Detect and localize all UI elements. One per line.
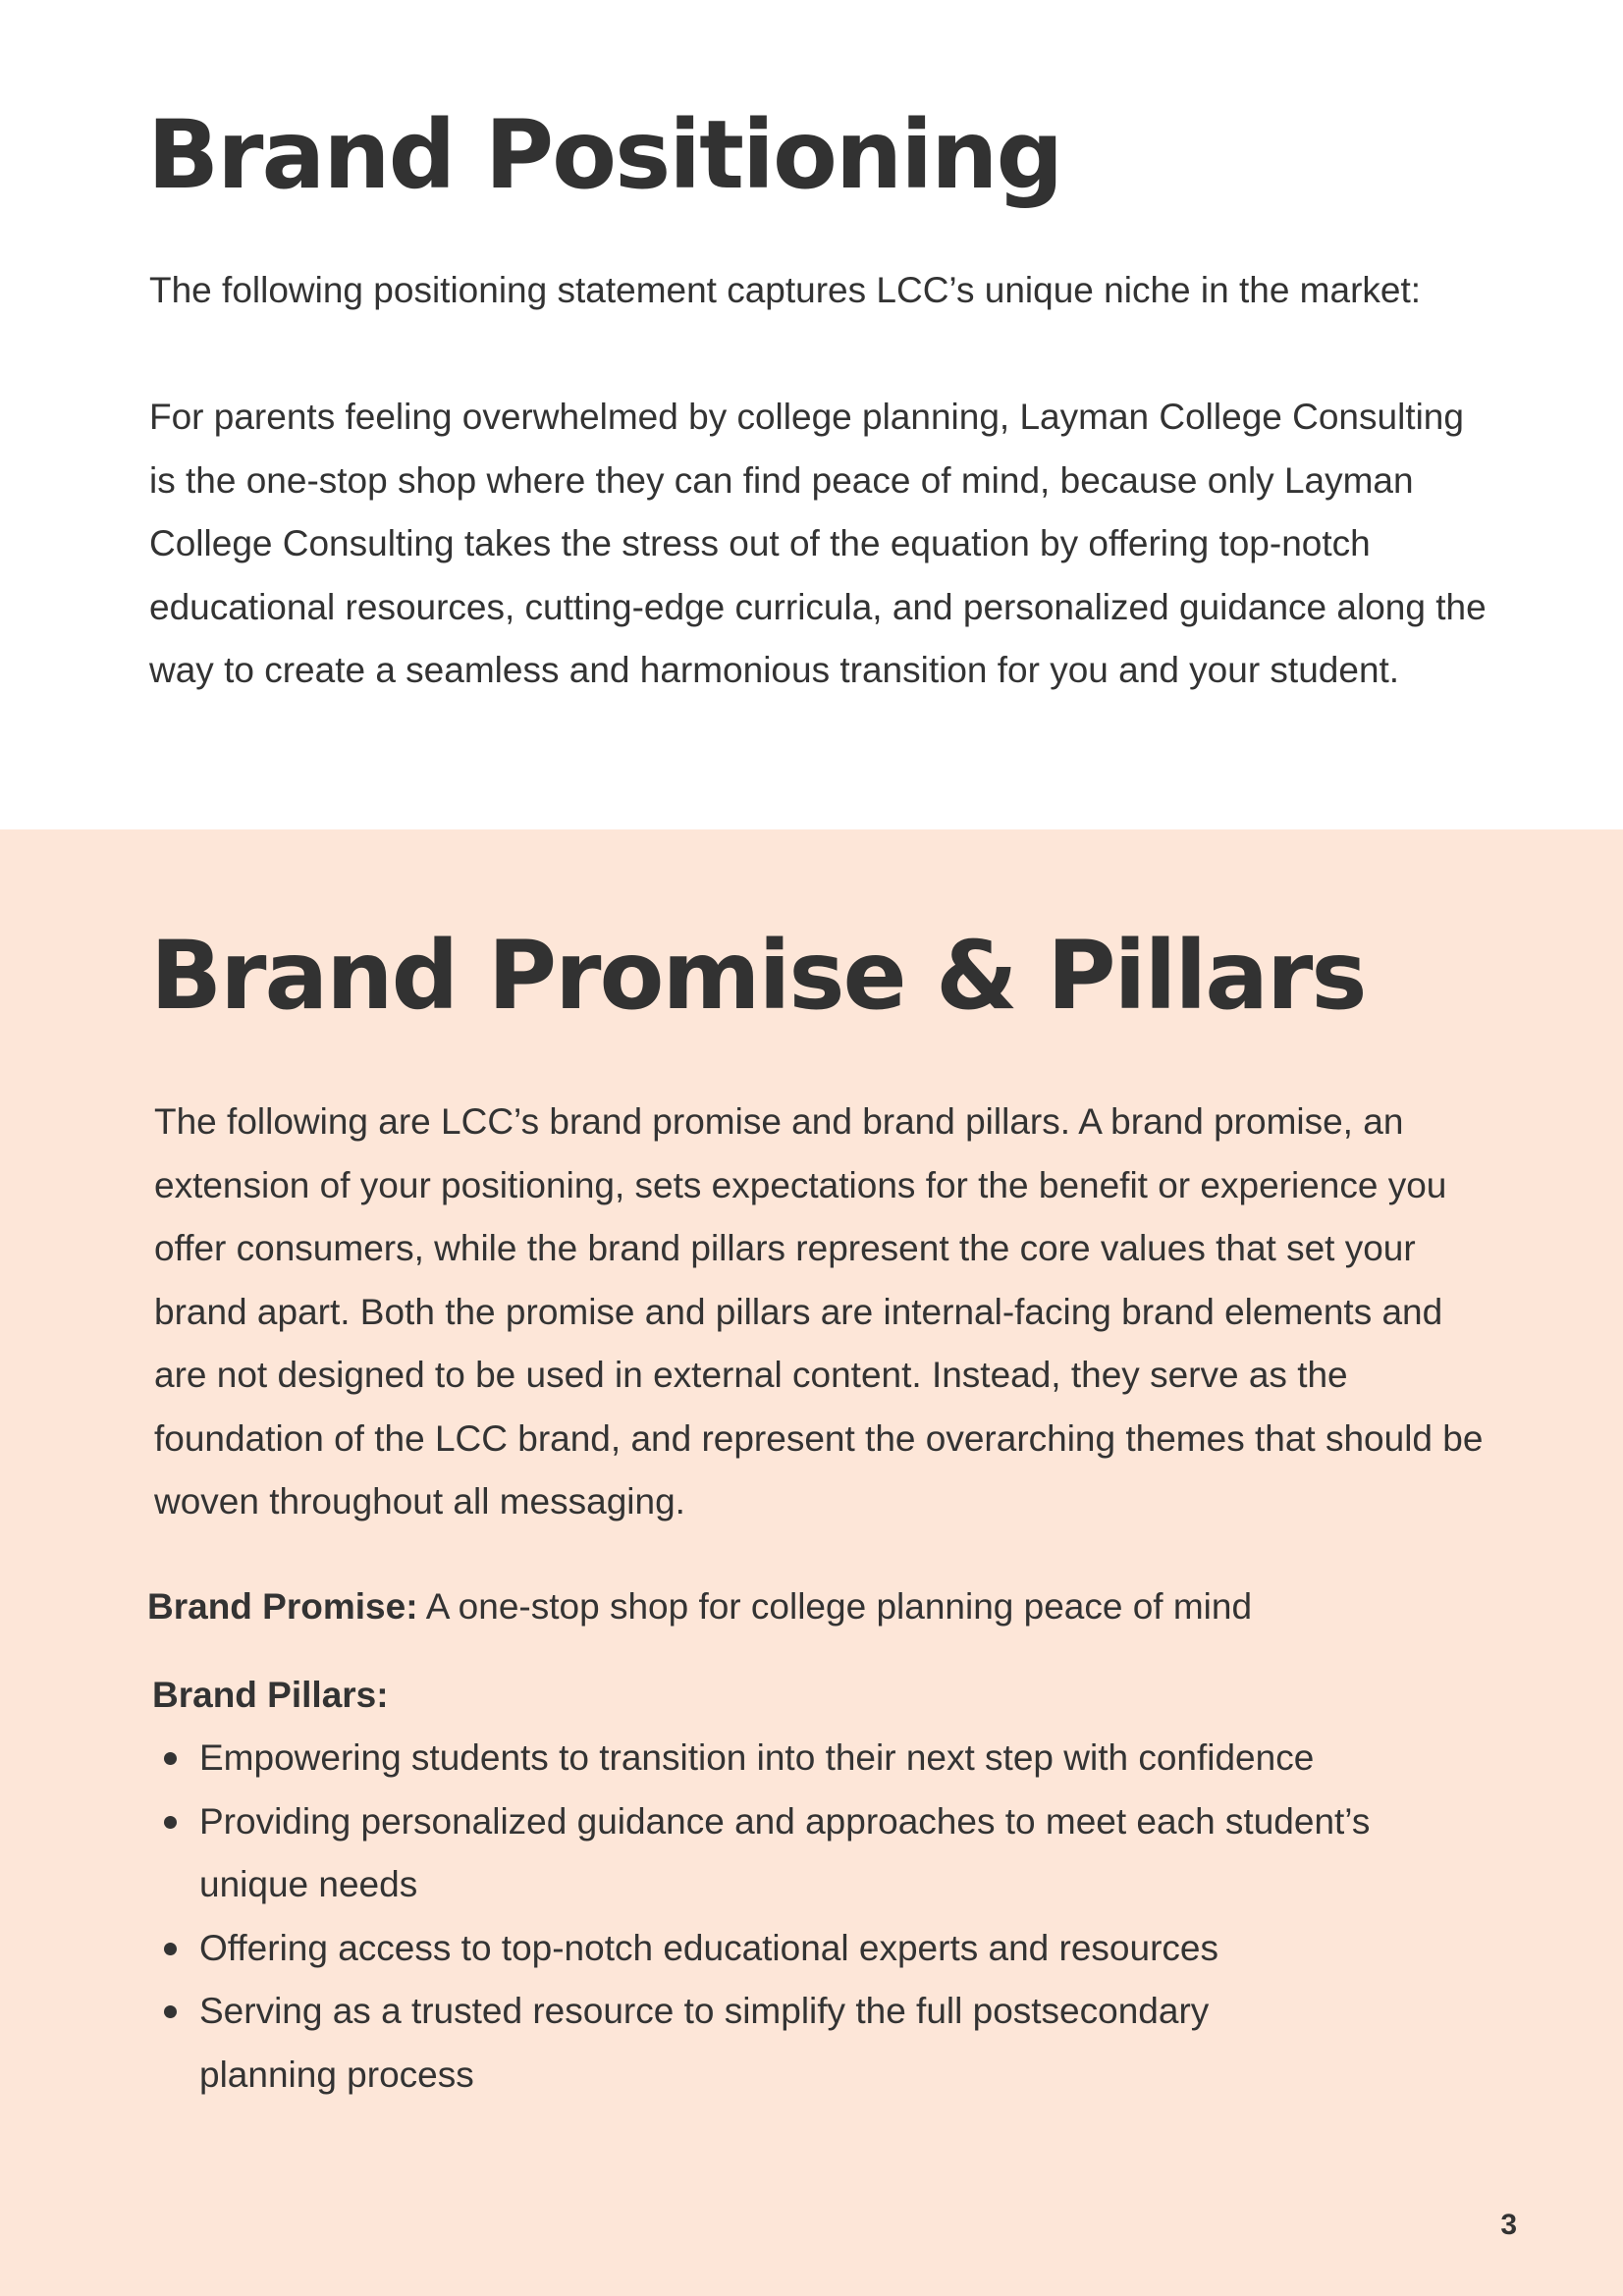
pillar-text: Offering access to top-notch educational experts and resources <box>199 1927 1218 1968</box>
list-item <box>152 1980 1260 2107</box>
brand-positioning-heading: Brand Positioning <box>147 100 1062 210</box>
positioning-statement: For parents feeling overwhelmed by college planning, Layman College Consulting is the one-stop shop where they can find peace of mind, because only Layman College Consulting takes the stress out of the equation by offering top-notch educational resources, cutting-edge curricula, and personalized guidance along the way to create a seamless and harmonious transition for you and your student. <box>149 397 1487 690</box>
list-item <box>152 1727 1436 1790</box>
bullet-icon <box>164 1752 177 1765</box>
promise-pillars-intro: The following are LCC’s brand promise and brand pillars. A brand promise, an extension of your positioning, sets expectations for the benefit or experience you offer consumers, while the brand pillars represent the core values that set your brand apart. Both the promise and pillars are internal-facing brand elements and are not designed to be used in external content. Instead, they serve as the foundation of the LCC brand, and represent the overarching themes that should be woven throughout all messaging. <box>154 1101 1484 1522</box>
brand-promise-pillars-heading: Brand Promise & Pillars <box>150 921 1366 1031</box>
bullet-icon <box>164 1943 177 1955</box>
list-item <box>152 1917 1436 1981</box>
brand-promise <box>147 1575 1522 1639</box>
pillar-text: Providing personalized guidance and approaches to meet each student’s unique needs <box>199 1800 1371 1904</box>
brand-promise-label: Brand Promise: <box>147 1586 418 1627</box>
brand-pillars-label: Brand Pillars: <box>152 1675 389 1715</box>
brand-pillars-list <box>152 1727 1389 2107</box>
page-number: 3 <box>1500 2209 1517 2241</box>
brand-promise-text: A one-stop shop for college planning peace of mind <box>417 1586 1253 1627</box>
pillar-text: Serving as a trusted resource to simplify the full postsecondary planning process <box>199 1991 1210 2095</box>
bullet-icon <box>164 1816 177 1829</box>
list-item <box>152 1790 1436 1917</box>
bullet-icon <box>164 2005 177 2018</box>
pillar-text: Empowering students to transition into their next step with confidence <box>199 1737 1315 1778</box>
positioning-intro: The following positioning statement captures LCC’s unique niche in the market: <box>149 270 1422 310</box>
